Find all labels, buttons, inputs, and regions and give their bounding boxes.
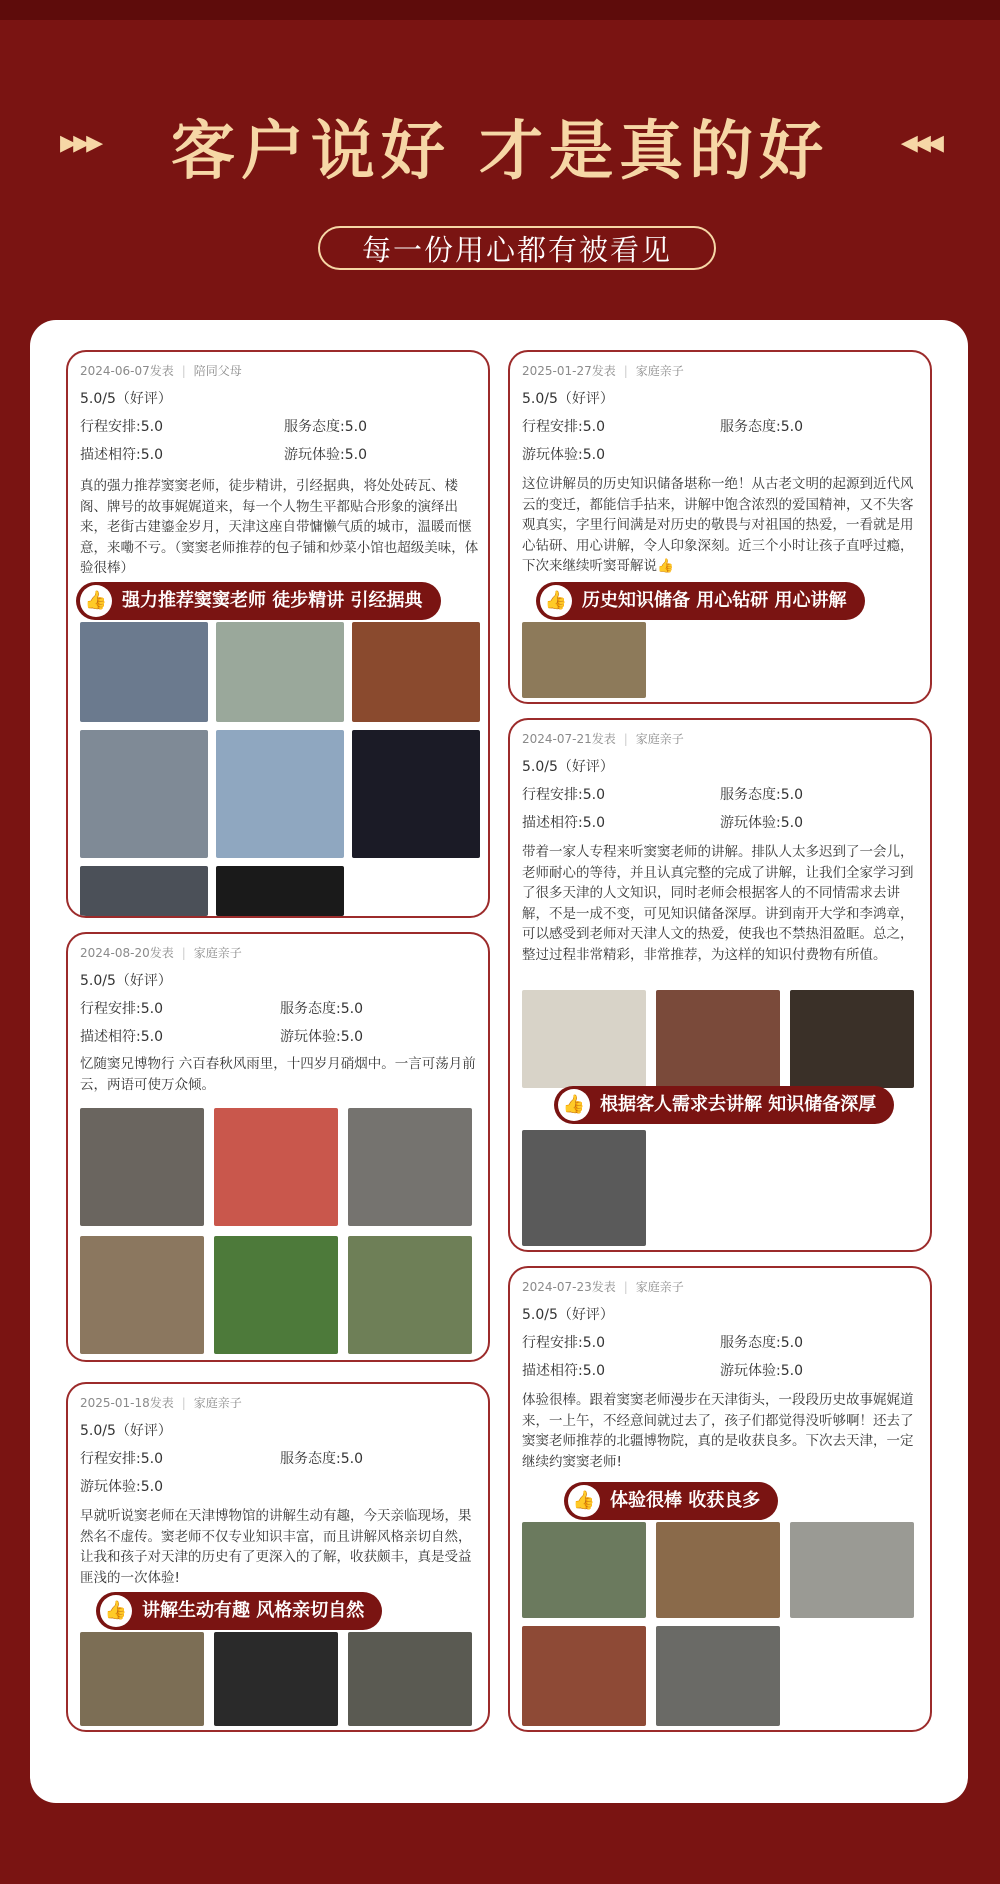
review-score: 5.0/5（好评） — [522, 1307, 614, 1323]
thumbs-up-icon: 👍 — [100, 1595, 132, 1627]
highlight-badge: 👍 讲解生动有趣 风格亲切自然 — [96, 1592, 382, 1630]
rating-item: 描述相符:5.0 — [80, 1029, 163, 1045]
review-tag: 家庭亲子 — [635, 732, 684, 746]
review-text: 带着一家人专程来听窦窦老师的讲解。排队人太多迟到了一会儿，老师耐心的等待，并且认真完整的完成了讲解，让我们全家学习到了很多天津的人文知识，同时老师会根据客人的不同情需求去讲解，不是一成不变，可见知识储备深厚。讲到南开大学和李鸿章，可以感受到老师对天津人文的热爱，使我也不禁热泪盈眶。总之，整过过程非常精彩，非常推荐，为这样的知识付费物有所值。 — [522, 844, 914, 963]
highlight-badge: 👍 根据客人需求去讲解 知识储备深厚 — [554, 1086, 894, 1124]
review-photo — [790, 990, 914, 1088]
hero — [0, 100, 1000, 200]
top-bar — [0, 0, 1000, 20]
thumbs-up-icon: 👍 — [80, 585, 112, 617]
review-photo — [216, 622, 344, 722]
review-score: 5.0/5（好评） — [522, 759, 614, 775]
rating-item: 服务态度:5.0 — [280, 1001, 363, 1017]
rating-item: 行程安排:5.0 — [80, 419, 163, 435]
review-photo — [656, 1522, 780, 1618]
review-photo — [790, 1522, 914, 1618]
review-photo — [656, 1626, 780, 1726]
review-photo — [214, 1236, 338, 1354]
review-photo — [80, 1236, 204, 1354]
review-card — [66, 350, 490, 918]
review-date: 2025-01-18发表 — [80, 1396, 174, 1410]
review-meta: 2024-07-21发表 | 家庭亲子 — [522, 732, 684, 746]
review-photo — [80, 866, 208, 916]
review-photo — [216, 866, 344, 916]
review-text: 真的强力推荐窦窦老师，徒步精讲，引经据典，将处处砖瓦、楼阁、牌号的故事娓娓道来，每一个人物生平都贴合形象的演绎出来，老街古建鎏金岁月，天津这座自带慵懒气质的城市，温暖而惬意，来嘞不亏。（窦窦老师推荐的包子铺和炒菜小馆也超级美味，体验很棒） — [80, 478, 479, 576]
review-card — [66, 1382, 490, 1732]
review-photo — [80, 1108, 204, 1226]
review-date: 2024-08-20发表 — [80, 946, 174, 960]
highlight-badge: 👍 历史知识储备 用心钻研 用心讲解 — [536, 582, 865, 620]
review-text: 这位讲解员的历史知识储备堪称一绝！从古老文明的起源到近代风云的变迁，都能信手拈来，讲解中饱含浓烈的爱国精神，又不失客观真实，字里行间满是对历史的敬畏与对祖国的热爱，一看就是用心钻研、用心讲解，令人印象深刻。近三个小时让孩子直呼过瘾，下次来继续听窦哥解说👍 — [522, 476, 914, 574]
review-photo — [522, 990, 646, 1088]
review-card — [508, 718, 932, 1252]
rating-item: 游玩体验:5.0 — [720, 1363, 803, 1379]
rating-item: 行程安排:5.0 — [80, 1001, 163, 1017]
rating-item: 服务态度:5.0 — [284, 419, 367, 435]
page-subtitle: 每一份用心都有被看见 — [318, 226, 716, 270]
rating-item: 描述相符:5.0 — [522, 1363, 605, 1379]
review-date: 2024-07-23发表 — [522, 1280, 616, 1294]
highlight-badge: 👍 体验很棒 收获良多 — [564, 1482, 778, 1520]
rating-item: 描述相符:5.0 — [80, 447, 163, 463]
review-meta: 2025-01-18发表 | 家庭亲子 — [80, 1396, 242, 1410]
thumbs-up-icon: 👍 — [558, 1089, 590, 1121]
review-meta: 2024-06-07发表 | 陪同父母 — [80, 364, 242, 378]
review-card — [508, 350, 932, 704]
rating-item: 游玩体验:5.0 — [284, 447, 367, 463]
review-photo — [522, 1626, 646, 1726]
review-score: 5.0/5（好评） — [522, 391, 614, 407]
review-text: 忆随窦兄博物行 六百春秋风雨里，十四岁月硝烟中。一言可荡月前云，两语可使万众倾。 — [80, 1056, 476, 1093]
rating-item: 行程安排:5.0 — [522, 1335, 605, 1351]
review-tag: 家庭亲子 — [635, 1280, 684, 1294]
thumbs-up-icon: 👍 — [568, 1485, 600, 1517]
review-photo — [522, 1522, 646, 1618]
review-photo — [348, 1108, 472, 1226]
review-tag: 家庭亲子 — [635, 364, 684, 378]
review-photo — [80, 730, 208, 858]
review-text: 体验很棒。跟着窦窦老师漫步在天津街头，一段段历史故事娓娓道来，一上午，不经意间就过去了，孩子们都觉得没听够啊！还去了窦窦老师推荐的北疆博物院，真的是收获良多。下次去天津，一定继续约窦窦老师! — [522, 1392, 914, 1470]
rating-item: 行程安排:5.0 — [522, 419, 605, 435]
review-score: 5.0/5（好评） — [80, 391, 172, 407]
review-photo — [80, 1632, 204, 1726]
rating-item: 行程安排:5.0 — [522, 787, 605, 803]
review-date: 2024-07-21发表 — [522, 732, 616, 746]
review-photo — [80, 622, 208, 722]
arrow-right-icon: ◂◂◂ — [900, 122, 940, 162]
rating-item: 游玩体验:5.0 — [80, 1479, 163, 1495]
arrow-left-icon: ▸▸▸ — [60, 122, 100, 162]
review-date: 2024-06-07发表 — [80, 364, 174, 378]
review-tag: 家庭亲子 — [193, 1396, 242, 1410]
review-photo — [214, 1632, 338, 1726]
rating-item: 服务态度:5.0 — [280, 1451, 363, 1467]
rating-item: 行程安排:5.0 — [80, 1451, 163, 1467]
rating-item: 描述相符:5.0 — [522, 815, 605, 831]
review-card — [66, 932, 490, 1362]
review-photo — [522, 1130, 646, 1246]
thumbs-up-icon: 👍 — [540, 585, 572, 617]
review-score: 5.0/5（好评） — [80, 973, 172, 989]
review-photo — [214, 1108, 338, 1226]
review-score: 5.0/5（好评） — [80, 1423, 172, 1439]
rating-item: 服务态度:5.0 — [720, 419, 803, 435]
review-meta: 2024-08-20发表 | 家庭亲子 — [80, 946, 242, 960]
review-photo — [352, 622, 480, 722]
rating-item: 服务态度:5.0 — [720, 787, 803, 803]
review-meta: 2024-07-23发表 | 家庭亲子 — [522, 1280, 684, 1294]
review-meta: 2025-01-27发表 | 家庭亲子 — [522, 364, 684, 378]
review-photo — [216, 730, 344, 858]
rating-item: 服务态度:5.0 — [720, 1335, 803, 1351]
review-text: 早就听说窦老师在天津博物馆的讲解生动有趣，今天亲临现场，果然名不虚传。窦老师不仅专业知识丰富，而且讲解风格亲切自然，让我和孩子对天津的历史有了更深入的了解，收获颇丰，真是受益匪浅的一次体验! — [80, 1508, 472, 1586]
review-photo — [352, 730, 480, 858]
review-tag: 陪同父母 — [193, 364, 242, 378]
review-photo — [522, 622, 646, 698]
review-photo — [348, 1632, 472, 1726]
highlight-badge: 👍 强力推荐窦窦老师 徒步精讲 引经据典 — [76, 582, 441, 620]
review-photo — [656, 990, 780, 1088]
rating-item: 游玩体验:5.0 — [522, 447, 605, 463]
review-date: 2025-01-27发表 — [522, 364, 616, 378]
rating-item: 游玩体验:5.0 — [280, 1029, 363, 1045]
review-photo — [348, 1236, 472, 1354]
page-title: 客户说好 才是真的好 — [170, 115, 830, 189]
review-tag: 家庭亲子 — [193, 946, 242, 960]
rating-item: 游玩体验:5.0 — [720, 815, 803, 831]
reviews-panel — [30, 320, 968, 1803]
review-card — [508, 1266, 932, 1732]
